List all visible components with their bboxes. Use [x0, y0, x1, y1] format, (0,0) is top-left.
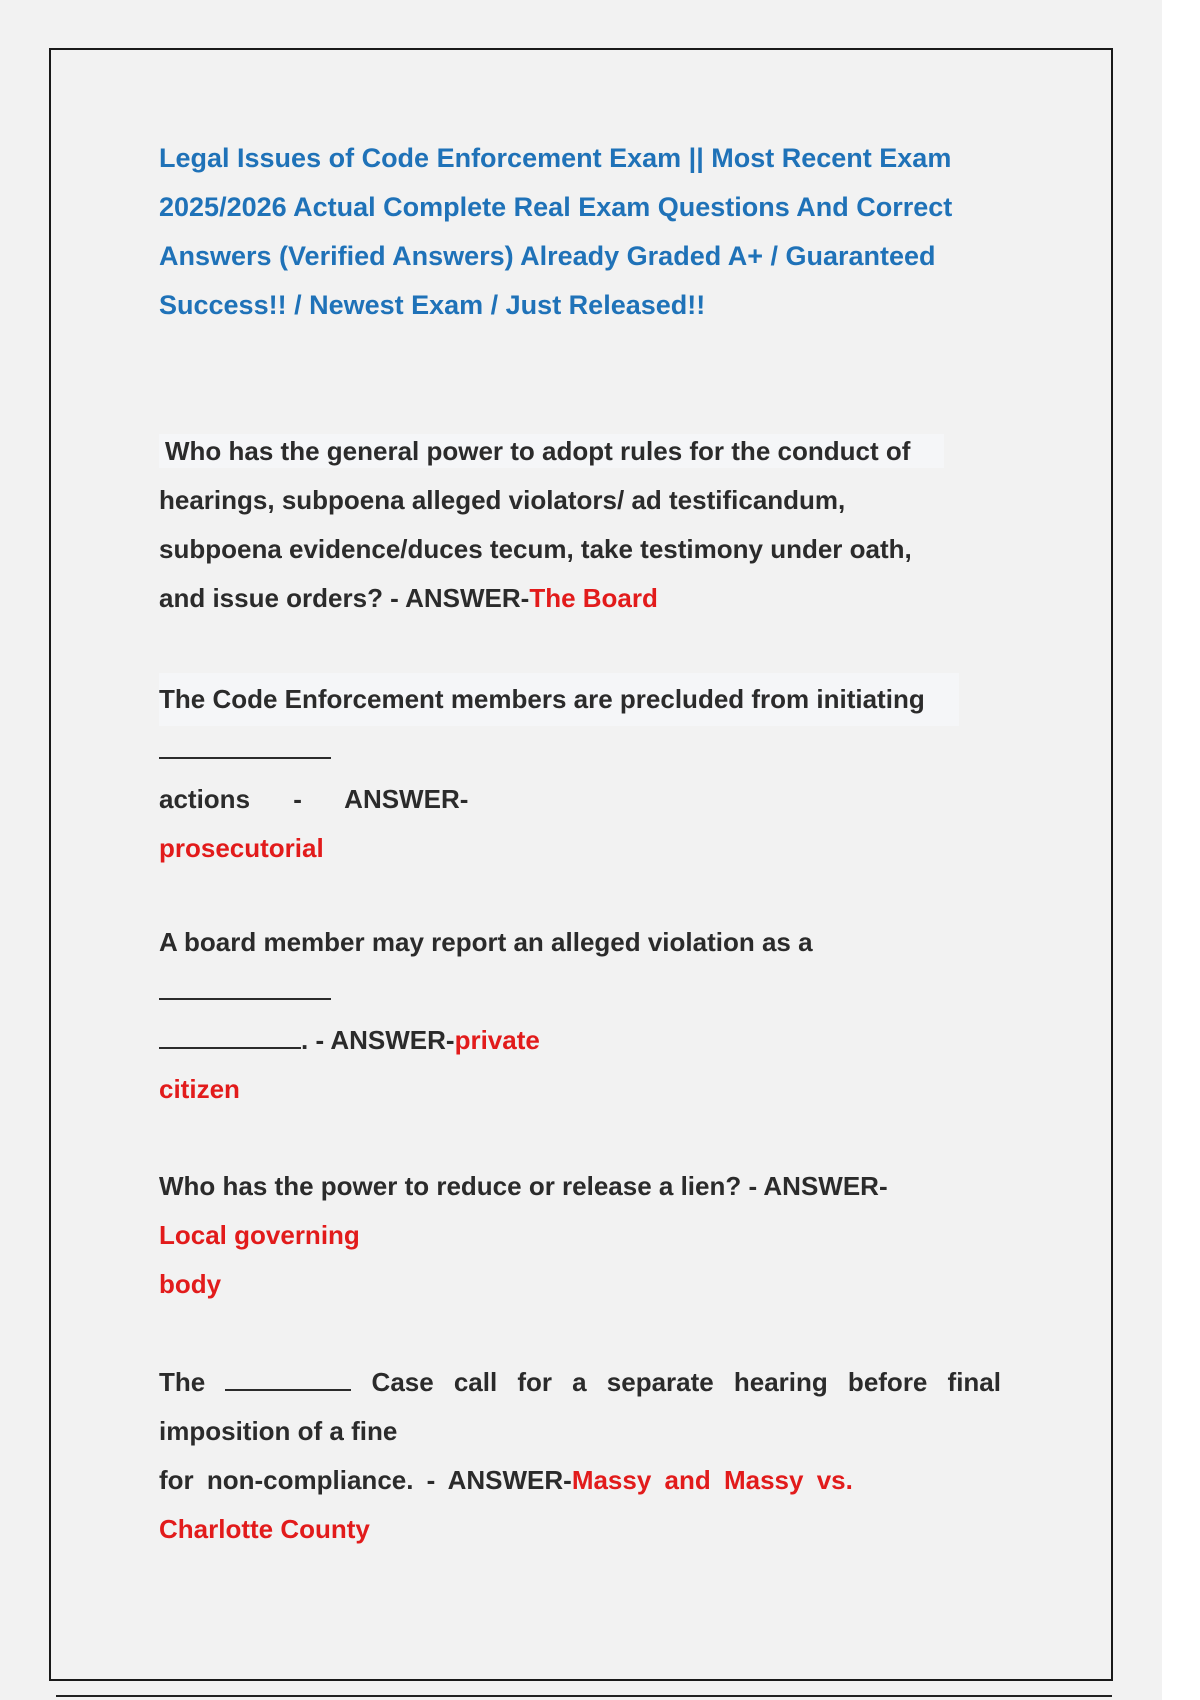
question-3-line-1: A board member may report an alleged violation as a: [159, 927, 813, 957]
fill-in-blank: [225, 1369, 351, 1391]
question-2-blank-line: [159, 726, 959, 775]
question-3-blank-line: [159, 967, 813, 1016]
question-1-line-1: Who has the general power to adopt rules for the conduct of: [159, 434, 944, 468]
answer-3-part-1: private: [454, 1025, 540, 1055]
bottom-rule: [56, 1695, 1112, 1697]
answer-4-part-1: Local governing: [159, 1220, 360, 1250]
answer-4-part-2: body: [159, 1269, 222, 1299]
question-4-line-1: Who has the power to reduce or release a lien? - ANSWER-: [159, 1171, 888, 1201]
answer-5-part-2: Charlotte County: [159, 1514, 370, 1544]
viewer-margin: [1162, 0, 1200, 1700]
question-3: [159, 918, 813, 1114]
fill-in-blank: [159, 1027, 301, 1049]
question-1-line-2: hearings, subpoena alleged violators/ ad testificandum,: [159, 485, 846, 515]
question-5-word-the: The: [159, 1367, 206, 1397]
question-1: [159, 427, 944, 623]
question-1-line-3: subpoena evidence/duces tecum, take testimony under oath,: [159, 534, 912, 564]
question-5-line-3: for non-compliance. - ANSWER-: [159, 1465, 572, 1495]
question-5: [159, 1358, 1001, 1554]
answer-2: prosecutorial: [159, 833, 324, 863]
answer-5-part-1: Massy and Massy vs.: [571, 1465, 853, 1495]
question-1-line-4: and issue orders? - ANSWER-: [159, 583, 530, 613]
question-4: [159, 1162, 888, 1309]
question-2: [159, 673, 959, 873]
question-3-line-3: . - ANSWER-: [301, 1025, 455, 1055]
question-5-line-1-rest: Case call for a separate hearing before final: [371, 1367, 1001, 1397]
fill-in-blank: [159, 737, 331, 759]
document-page: [49, 48, 1113, 1681]
question-5-line-2: imposition of a fine: [159, 1416, 398, 1446]
fill-in-blank: [159, 978, 331, 1000]
answer-1: The Board: [529, 583, 658, 613]
question-2-line-1: The Code Enforcement members are precluded from initiating: [159, 673, 959, 726]
question-5-line-1: [159, 1358, 1001, 1407]
question-2-line-3: actions - ANSWER-: [159, 784, 469, 814]
document-title: Legal Issues of Code Enforcement Exam || Most Recent Exam 2025/2026 Actual Complete Real Exam Questions And Correct Answers (Verified Answers) Already Graded A+ / Guaranteed Success!! / Newest Exam / Just Released!!: [159, 143, 953, 320]
answer-3-part-2: citizen: [159, 1074, 240, 1104]
